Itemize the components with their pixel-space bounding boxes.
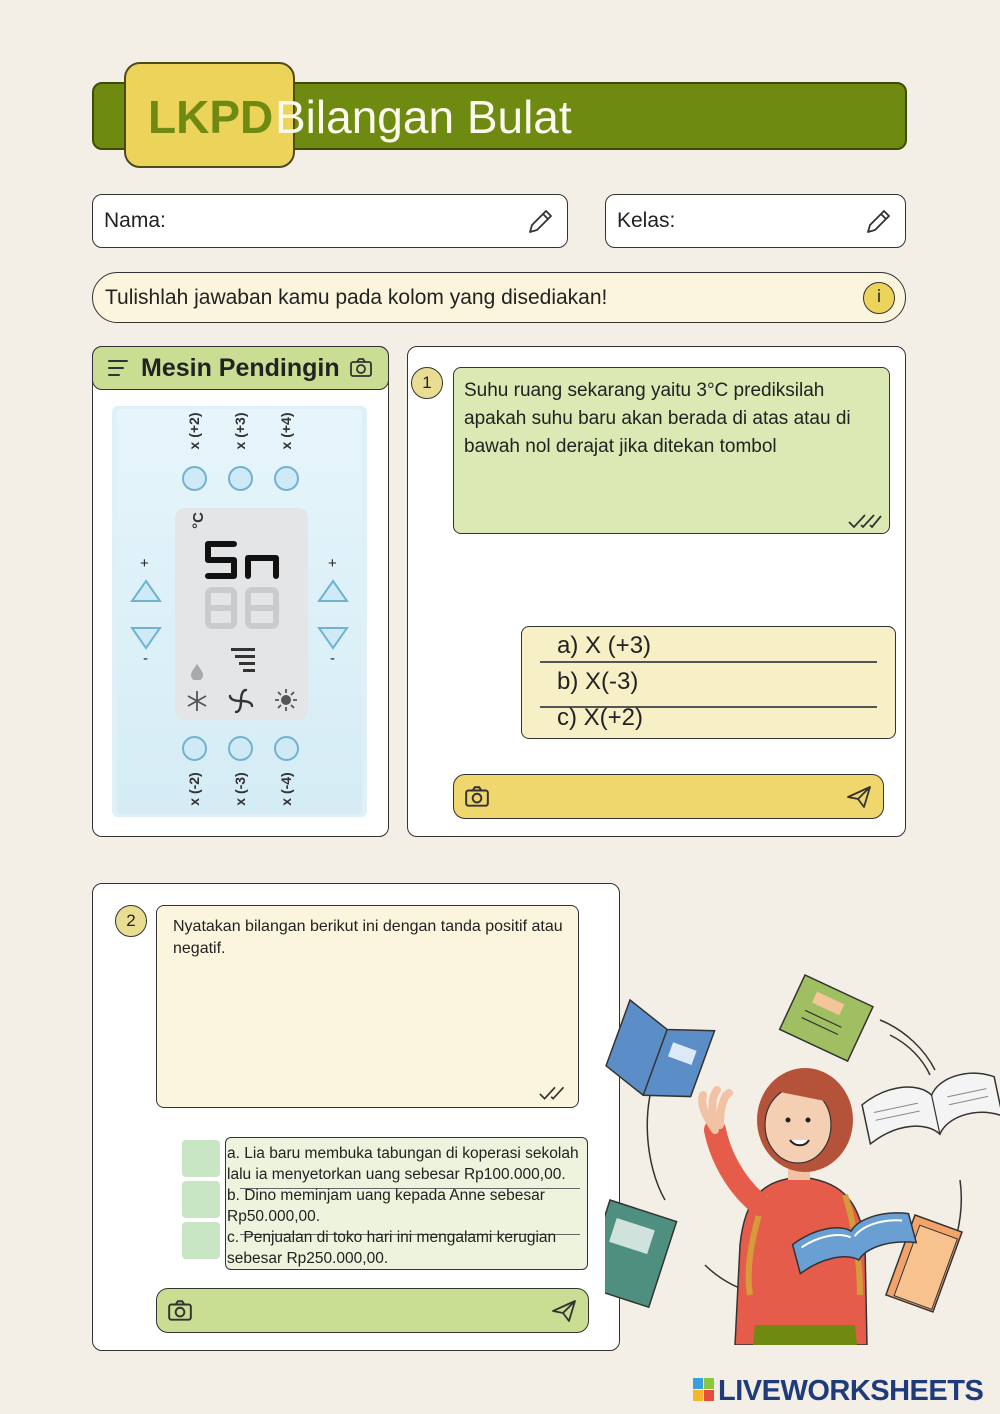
drop-icon <box>188 662 206 680</box>
button-label-plus4: x (+4) <box>278 412 294 450</box>
send-icon[interactable] <box>550 1298 578 1324</box>
menu-icon <box>107 358 129 378</box>
instruction-banner <box>92 272 906 323</box>
info-icon[interactable]: i <box>863 282 895 314</box>
lcd-digits-inactive <box>200 586 284 630</box>
class-field[interactable] <box>605 194 906 248</box>
pencil-icon <box>525 207 555 237</box>
minus-label-left: - <box>143 650 148 667</box>
answer-box-b[interactable] <box>182 1181 220 1218</box>
triangle-down-icon[interactable] <box>129 625 163 651</box>
button-plus3[interactable] <box>228 466 253 491</box>
button-label-minus2: x (-2) <box>186 772 202 806</box>
title-tag-text: LKPD <box>148 91 274 143</box>
fan-speed-icon <box>229 646 257 676</box>
student-books-illustration <box>605 965 1000 1345</box>
button-plus4[interactable] <box>274 466 299 491</box>
camera-icon[interactable] <box>464 786 490 808</box>
minus-label-right: - <box>330 650 335 667</box>
plus-label-left: + <box>140 555 149 572</box>
question2-text: Nyatakan bilangan berikut ini dengan tanda positif atau negatif. <box>173 918 563 957</box>
pencil-icon <box>863 207 893 237</box>
lcd-digits-active <box>200 540 284 580</box>
instruction-text: Tulishlah jawaban kamu pada kolom yang disediakan! <box>105 286 608 309</box>
triangle-up-icon[interactable] <box>316 578 350 604</box>
button-label-minus3: x (-3) <box>232 772 248 806</box>
question1-text: Suhu ruang sekarang yaitu 3°C prediksilah apakah suhu baru akan berada di atas atau di bawah nol derajat jika ditekan tombol <box>464 380 851 457</box>
triangle-down-icon[interactable] <box>316 625 350 651</box>
double-check-icon <box>847 513 883 529</box>
option-b[interactable]: b) X(-3) <box>557 668 639 695</box>
class-label: Kelas: <box>617 209 676 232</box>
question1-options <box>521 626 896 739</box>
plus-label-right: + <box>328 555 337 572</box>
option-c[interactable]: c) X(+2) <box>557 704 644 731</box>
triangle-up-icon[interactable] <box>129 578 163 604</box>
machine-panel-header <box>92 346 389 390</box>
question1-box <box>453 367 890 534</box>
brand-text: LIVEWORKSHEETS <box>718 1375 984 1407</box>
statement-b: b. Dino meminjam uang kepada Anne sebesar Rp50.000,00. <box>227 1187 545 1225</box>
machine-title: Mesin Pendingin <box>141 354 340 382</box>
camera-icon[interactable] <box>349 358 373 378</box>
question2-box <box>156 905 579 1108</box>
question2-items <box>225 1137 588 1270</box>
liveworksheets-logo <box>693 1378 715 1402</box>
temperature-unit: °C <box>189 512 207 529</box>
question1-answer-field[interactable] <box>453 774 884 819</box>
button-label-plus3: x (+3) <box>232 412 248 450</box>
button-plus2[interactable] <box>182 466 207 491</box>
option-divider <box>540 661 877 663</box>
fan-icon <box>226 686 256 716</box>
camera-icon[interactable] <box>167 1300 193 1322</box>
button-minus3[interactable] <box>228 736 253 761</box>
statement-c: c. Penjualan di toko hari ini mengalami kerugian sebesar Rp250.000,00. <box>227 1229 557 1267</box>
button-minus4[interactable] <box>274 736 299 761</box>
button-minus2[interactable] <box>182 736 207 761</box>
name-label: Nama: <box>104 209 166 232</box>
sun-icon <box>274 688 298 712</box>
button-label-plus2: x (+2) <box>186 412 202 450</box>
answer-box-c[interactable] <box>182 1222 220 1259</box>
question1-number: 1 <box>411 367 443 399</box>
send-icon[interactable] <box>845 784 873 810</box>
question2-answer-field[interactable] <box>156 1288 589 1333</box>
answer-box-a[interactable] <box>182 1140 220 1177</box>
option-a[interactable]: a) X (+3) <box>557 632 652 659</box>
double-check-icon <box>538 1085 572 1101</box>
snowflake-icon <box>186 690 208 712</box>
page-title: Bilangan Bulat <box>275 91 572 143</box>
button-label-minus4: x (-4) <box>278 772 294 806</box>
name-field[interactable] <box>92 194 568 248</box>
question2-number: 2 <box>115 905 147 937</box>
statement-a: a. Lia baru membuka tabungan di koperasi sekolah lalu ia menyetorkan uang sebesar Rp100.000,00. <box>227 1145 579 1183</box>
